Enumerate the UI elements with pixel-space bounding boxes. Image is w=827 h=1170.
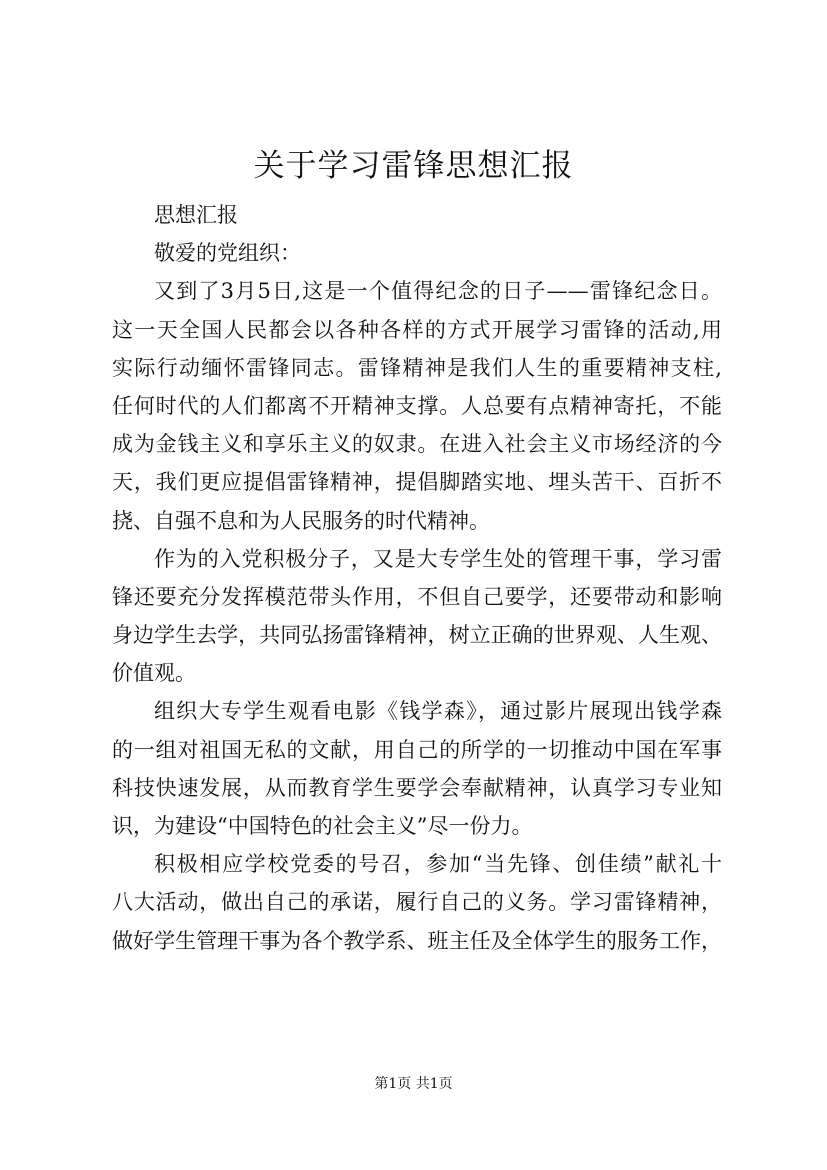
- text-line: 组织大专学生观看电影《钱学森》，通过影片展现出钱学森: [154, 699, 722, 724]
- text-line: 任何时代的人们都离不开精神支撑。人总要有点精神寄托，不能: [112, 393, 722, 418]
- text-line: 锋还要充分发挥模范带头作用，不但自己要学，还要带动和影响: [112, 584, 722, 609]
- text-line: 成为金钱主义和享乐主义的奴隶。在进入社会主义市场经济的今: [112, 432, 722, 457]
- text-line: 做好学生管理干事为各个教学系、班主任及全体学生的服务工作，: [112, 928, 722, 953]
- text-line: 天，我们更应提倡雷锋精神，提倡脚踏实地、埋头苦干、百折不: [112, 470, 722, 495]
- text-line: 积极相应学校党委的号召，参加“当先锋、创佳绩”献礼十: [154, 852, 722, 877]
- text-line: 八大活动，做出自己的承诺，履行自己的义务。学习雷锋精神，: [112, 890, 722, 915]
- text-line: 思想汇报: [154, 203, 238, 227]
- document-body: [112, 196, 722, 960]
- text-line: 挠、自强不息和为人民服务的时代精神。: [112, 508, 490, 533]
- text-line: 敬爱的党组织：: [154, 241, 301, 266]
- page-footer: 第1页 共1页: [374, 1076, 453, 1092]
- text-line: 科技快速发展，从而教育学生要学会奉献精神，认真学习专业知: [112, 775, 722, 800]
- text-line: 作为的入党积极分子，又是大专学生处的管理干事，学习雷: [154, 546, 722, 571]
- text-line: 识，为建设“中国特色的社会主义”尽一份力。: [112, 814, 533, 838]
- text-line: 的一组对祖国无私的文献，用自己的所学的一切推动中国在军事: [112, 737, 722, 762]
- text-line: 实际行动缅怀雷锋同志。雷锋精神是我们人生的重要精神支柱,: [112, 355, 722, 380]
- document-title: 关于学习雷锋思想汇报: [253, 148, 574, 184]
- text-line: 身边学生去学，共同弘扬雷锋精神，树立正确的世界观、人生观、: [112, 623, 722, 648]
- text-line: 这一天全国人民都会以各种各样的方式开展学习雷锋的活动,用: [112, 317, 722, 342]
- text-line: 价值观。: [112, 661, 196, 686]
- text-line: 又到了3月5日,这是一个值得纪念的日子——雷锋纪念日。: [154, 279, 722, 304]
